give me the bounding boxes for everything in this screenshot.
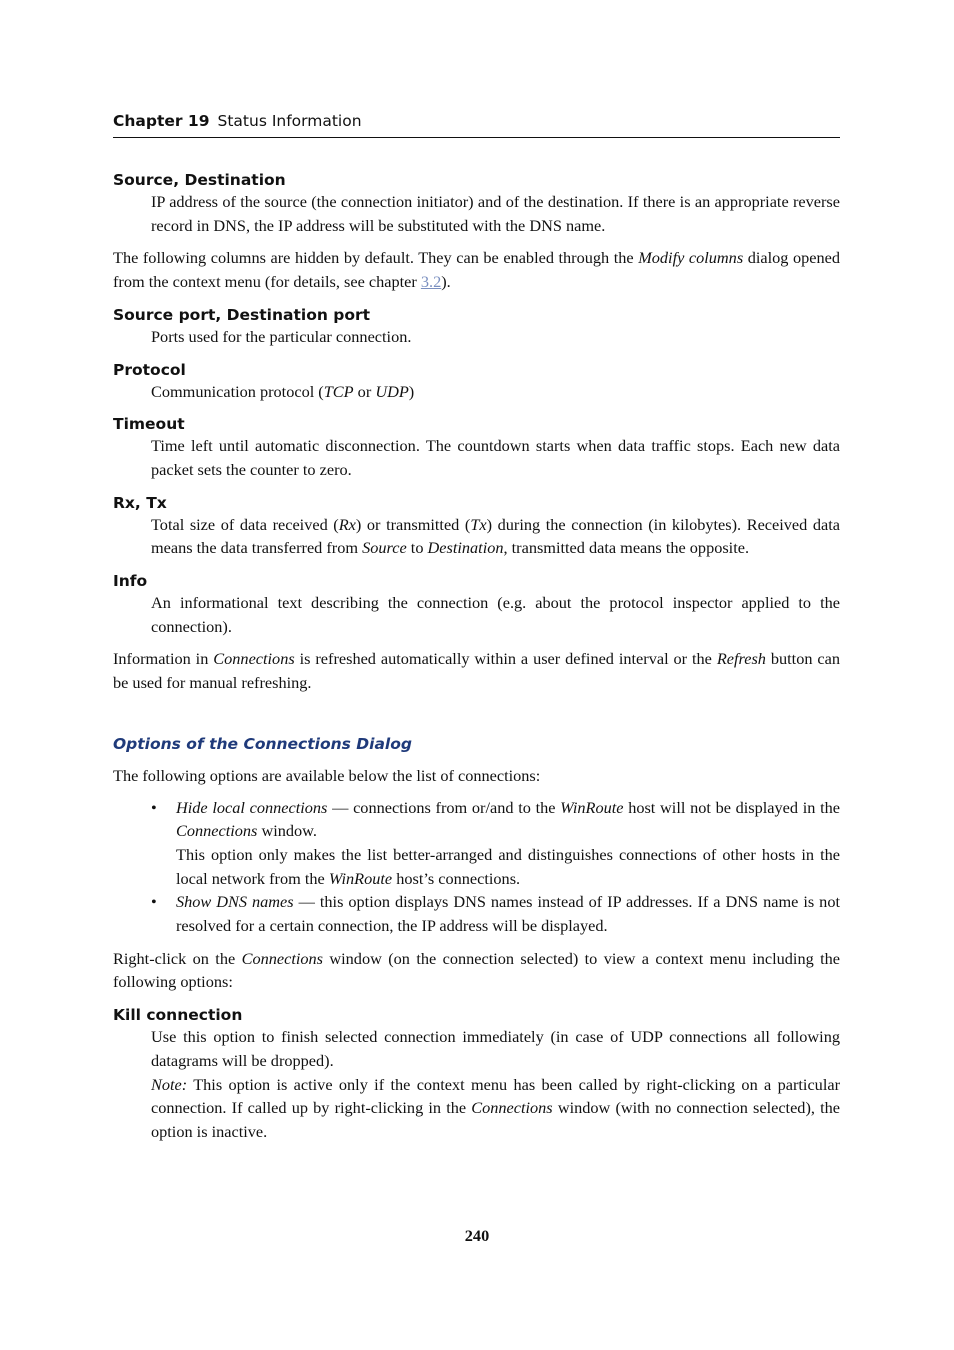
tcp-term: TCP (323, 381, 354, 401)
def-desc: IP address of the source (the connection initiator) and of the destination. If there is an appropriate reverse record in DNS, the IP address will be substituted with the DNS name. (151, 192, 840, 235)
text: Information in (113, 649, 214, 669)
text: Total size of data received ( (151, 514, 339, 534)
text: Communication protocol ( (151, 381, 324, 401)
udp-term: UDP (375, 381, 409, 401)
paragraph-refresh (113, 647, 840, 694)
text: window (with no connection selected), the option is inactive. (151, 1098, 840, 1141)
def-info (113, 571, 840, 638)
connections-term: Connections (471, 1098, 553, 1118)
text: The following columns are hidden by default. They can be enabled through the (113, 248, 639, 268)
option-name: Show DNS names (176, 892, 294, 912)
note-label: Note: (151, 1074, 188, 1094)
def-term: Source port, Destination port (113, 305, 371, 324)
text: This option is active only if the context menu has been called by right-clicking on a particular connection. If called up by right-clicking in the (151, 1074, 840, 1118)
def-term: Kill connection (113, 1006, 243, 1025)
def-ports (113, 305, 840, 349)
def-desc (151, 513, 840, 560)
winroute-term: WinRoute (560, 797, 624, 817)
def-kill-connection (113, 1005, 840, 1144)
text: to (406, 538, 428, 558)
tx-term: Tx (470, 514, 487, 534)
text: host will not be displayed in the (623, 797, 841, 817)
def-desc: Use this option to finish selected connection immediately (in case of UDP connections all following datagrams will be dropped). (151, 1027, 840, 1070)
running-header (113, 112, 840, 138)
text: , transmitted data means the opposite. (503, 538, 750, 558)
def-desc: An informational text describing the connection (e.g. about the protocol inspector applied to the connection). (151, 593, 840, 636)
list-item (113, 796, 840, 891)
text: window. (257, 821, 317, 841)
text: ). (441, 272, 451, 292)
def-term: Source, Destination (113, 171, 286, 189)
option-name: Hide local connections (176, 797, 328, 817)
text: ) (408, 381, 415, 401)
text: This option only makes the list better-arranged and distinguishes connections of other hosts in the local network from the (176, 844, 840, 888)
connections-term: Connections (213, 649, 295, 669)
text: — this option displays DNS names instead of IP addresses. If a DNS name is not resolved for a certain connection, the IP address will be displayed. (176, 892, 840, 936)
refresh-term: Refresh (716, 649, 766, 669)
text: host’s connections. (392, 868, 521, 888)
bullet-icon: • (151, 892, 157, 912)
text: Right-click on the (113, 948, 242, 968)
def-term: Rx, Tx (113, 493, 167, 512)
def-desc: Time left until automatic disconnection. The countdown starts when data traffic stops. Each new data packet sets the counter to zero. (151, 436, 840, 479)
def-term: Info (113, 572, 148, 591)
text: or (353, 381, 376, 401)
def-desc: Ports used for the particular connection. (151, 326, 412, 346)
connections-term: Connections (241, 948, 323, 968)
text: — connections from or/and to the (327, 797, 561, 817)
rx-term: Rx (338, 514, 356, 534)
def-term: Protocol (113, 360, 186, 379)
def-term: Timeout (113, 415, 185, 434)
paragraph-hidden-columns (113, 246, 840, 293)
chapter-ref-link[interactable]: 3.2 (420, 272, 442, 292)
modify-columns-term: Modify columns (638, 248, 744, 268)
text: dialog opened from the context menu (for details, see chapter (113, 248, 841, 292)
paragraph-right-click (113, 947, 840, 994)
winroute-term: WinRoute (328, 868, 393, 888)
connections-term: Connections (176, 821, 258, 841)
text: window (on the connection selected) to view a context menu including the following options: (113, 948, 841, 992)
section-heading: Options of the Connections Dialog (113, 734, 412, 753)
chapter-label: Chapter 19 (113, 112, 210, 130)
options-list (113, 796, 840, 938)
destination-term: Destination (427, 538, 504, 558)
def-protocol (113, 360, 840, 404)
text: ) or transmitted ( (355, 514, 471, 534)
def-desc (151, 380, 840, 404)
chapter-title: Status Information (217, 112, 362, 130)
def-note (151, 1073, 840, 1144)
page-number: 240 (464, 1226, 490, 1245)
list-item (113, 890, 840, 937)
page-body (113, 112, 840, 1144)
def-source-destination (113, 170, 840, 237)
text: ) during the connection (in kilobytes). Received data means the data transferred from (151, 514, 840, 558)
def-timeout (113, 414, 840, 481)
bullet-icon: • (151, 797, 157, 817)
source-term: Source (362, 538, 407, 558)
def-rx-tx (113, 493, 840, 560)
paragraph-options: The following options are available below the list of connections: (113, 765, 541, 785)
text: button can be used for manual refreshing. (113, 649, 840, 693)
text: is refreshed automatically within a user defined interval or the (294, 649, 717, 669)
